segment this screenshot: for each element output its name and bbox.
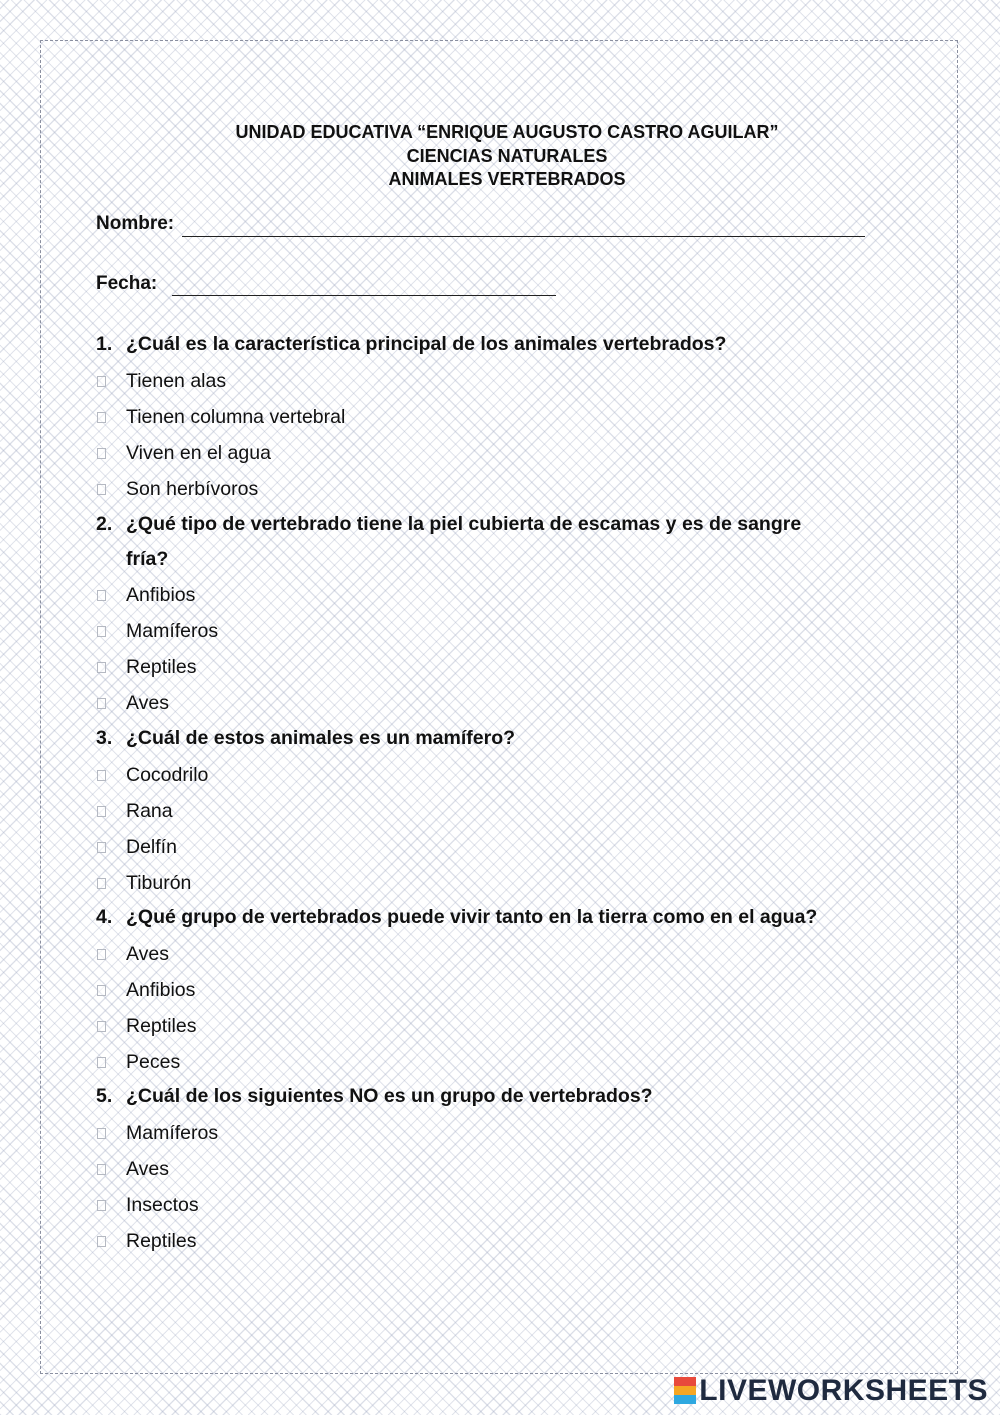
answer-option[interactable] [96, 441, 271, 465]
option-label: Son herbívoros [126, 477, 259, 500]
option-label: Reptiles [126, 1229, 197, 1252]
checkbox[interactable] [97, 878, 106, 889]
option-label: Aves [126, 942, 169, 965]
question-number: 5. [96, 1085, 113, 1107]
checkbox[interactable] [97, 1057, 106, 1068]
answer-option[interactable] [96, 978, 195, 1002]
option-label: Rana [126, 799, 173, 822]
answer-option[interactable] [96, 691, 169, 715]
page-border [40, 40, 958, 1374]
option-label: Anfibios [126, 978, 196, 1001]
checkbox[interactable] [97, 842, 106, 853]
answer-option[interactable] [96, 583, 195, 607]
option-label: Mamíferos [126, 619, 219, 642]
option-label: Delfín [126, 835, 177, 858]
logo-stripe [674, 1386, 696, 1395]
option-label: Aves [126, 691, 169, 714]
question-text: ¿Qué grupo de vertebrados puede vivir tanto en la tierra como en el agua? [126, 906, 818, 928]
name-field-line[interactable] [182, 236, 865, 237]
option-label: Aves [126, 1157, 169, 1180]
liveworksheets-logo[interactable] [674, 1374, 988, 1408]
checkbox[interactable] [97, 1021, 106, 1032]
checkbox[interactable] [97, 1200, 106, 1211]
answer-option[interactable] [96, 619, 218, 643]
option-label: Cocodrilo [126, 763, 209, 786]
checkbox[interactable] [97, 806, 106, 817]
question-text-continued: fría? [126, 548, 169, 570]
answer-option[interactable] [96, 799, 173, 823]
option-label: Peces [126, 1050, 181, 1073]
option-label: Viven en el agua [126, 441, 271, 464]
checkbox[interactable] [97, 448, 106, 459]
checkbox[interactable] [97, 626, 106, 637]
option-label: Reptiles [126, 1014, 197, 1037]
checkbox[interactable] [97, 662, 106, 673]
answer-option[interactable] [96, 477, 258, 501]
checkbox[interactable] [97, 484, 106, 495]
logo-stripe [674, 1377, 696, 1386]
option-label: Tiburón [126, 871, 192, 894]
brand-name: LIVEWORKSHEETS [699, 1374, 988, 1407]
answer-option[interactable] [96, 871, 191, 895]
question-number: 2. [96, 513, 113, 535]
worksheet-title: ANIMALES VERTEBRADOS [388, 169, 626, 189]
subject-title: CIENCIAS NATURALES [406, 146, 608, 166]
checkbox[interactable] [97, 590, 106, 601]
option-label: Anfibios [126, 583, 196, 606]
checkbox[interactable] [97, 949, 106, 960]
checkbox[interactable] [97, 985, 106, 996]
logo-stripe [674, 1395, 696, 1404]
date-label: Fecha: [96, 273, 158, 294]
answer-option[interactable] [96, 942, 169, 966]
question-text: ¿Cuál de los siguientes NO es un grupo de vertebrados? [126, 1085, 653, 1107]
checkbox[interactable] [97, 698, 106, 709]
question-text: ¿Qué tipo de vertebrado tiene la piel cubierta de escamas y es de sangre [126, 513, 802, 535]
checkbox[interactable] [97, 412, 106, 423]
option-label: Mamíferos [126, 1121, 219, 1144]
answer-option[interactable] [96, 1014, 196, 1038]
checkbox[interactable] [97, 1164, 106, 1175]
question-text: ¿Cuál es la característica principal de los animales vertebrados? [126, 333, 727, 355]
answer-option[interactable] [96, 835, 177, 859]
answer-option[interactable] [96, 1157, 169, 1181]
option-label: Insectos [126, 1193, 199, 1216]
option-label: Tienen columna vertebral [126, 405, 346, 428]
question-text: ¿Cuál de estos animales es un mamífero? [126, 727, 516, 749]
option-label: Reptiles [126, 655, 197, 678]
question-number: 3. [96, 727, 113, 749]
answer-option[interactable] [96, 655, 196, 679]
answer-option[interactable] [96, 1121, 218, 1145]
question-number: 4. [96, 906, 113, 928]
school-name: UNIDAD EDUCATIVA “ENRIQUE AUGUSTO CASTRO AGUILAR” [235, 122, 779, 142]
liveworksheets-logo-icon [674, 1377, 696, 1405]
answer-option[interactable] [96, 1193, 199, 1217]
date-field-line[interactable] [172, 295, 556, 296]
answer-option[interactable] [96, 1229, 196, 1253]
option-label: Tienen alas [126, 369, 227, 392]
answer-option[interactable] [96, 763, 208, 787]
question-number: 1. [96, 333, 113, 355]
checkbox[interactable] [97, 770, 106, 781]
answer-option[interactable] [96, 369, 226, 393]
name-label: Nombre: [96, 213, 175, 234]
checkbox[interactable] [97, 376, 106, 387]
checkbox[interactable] [97, 1128, 106, 1139]
answer-option[interactable] [96, 405, 345, 429]
checkbox[interactable] [97, 1236, 106, 1247]
answer-option[interactable] [96, 1050, 180, 1074]
